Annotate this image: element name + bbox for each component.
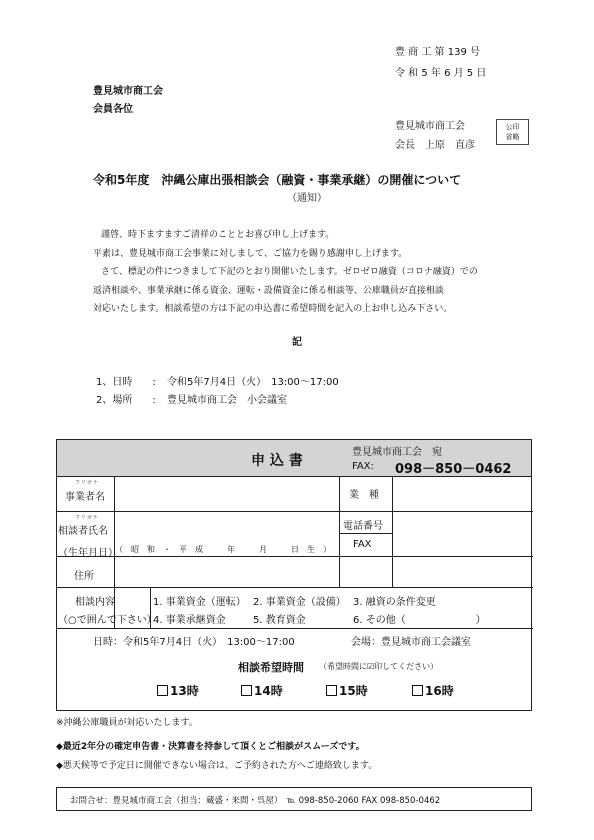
issue-date: 令 和 5 年 6 月 5 日 bbox=[395, 68, 487, 79]
page-subtitle: （通知） bbox=[287, 193, 327, 204]
page-title: 令和5年度 沖縄公庫出張相談会（融資・事業承継）の開催について bbox=[93, 173, 462, 187]
option-2[interactable]: 2. 事業資金（設備） bbox=[253, 597, 346, 608]
application-form bbox=[56, 439, 532, 711]
option-4[interactable]: 4. 事業承継資金 bbox=[153, 615, 226, 626]
consultant-name-label: 相談者氏名 bbox=[58, 526, 108, 537]
option-1[interactable]: 1. 事業資金（運転） bbox=[153, 597, 246, 608]
official-seal-omitted-stamp: 公印 省略 bbox=[496, 119, 529, 145]
contact-info: お問合せ：豊見城市商工会（担当：蔵盛・来間・呉屋） ℡ 098-850-2060 FAX 098-850-0462 bbox=[70, 796, 441, 806]
fax-field-label: FAX bbox=[353, 539, 372, 550]
checkbox-icon[interactable] bbox=[241, 685, 252, 696]
birth-date-field[interactable]: （ 昭 和 ・ 平 成 年 月 日 生 ） bbox=[115, 545, 331, 554]
form-schedule: 日時：令和5年7月4日（火） 13:00～17:00 bbox=[93, 637, 295, 648]
checkbox-icon[interactable] bbox=[412, 685, 423, 696]
ki-heading: 記 bbox=[292, 337, 302, 348]
business-name-label: 事業者名 bbox=[65, 492, 105, 503]
body-line: 対応いたします。相談希望の方は下記の申込書に希望時間を記入の上お申し込み下さい。 bbox=[93, 304, 453, 314]
place-label: 2、場所 : bbox=[96, 395, 156, 406]
business-name-field[interactable] bbox=[115, 477, 338, 510]
sender-org: 豊見城市商工会 bbox=[395, 121, 465, 132]
form-fax-number: 098－850－0462 bbox=[395, 462, 512, 477]
body-line: 謹啓、時下ますますご清祥のこととお喜び申し上げます。 bbox=[101, 230, 335, 240]
option-5[interactable]: 5. 教育資金 bbox=[253, 615, 306, 626]
option-6[interactable]: 6. その他（ ） bbox=[353, 615, 486, 626]
consultant-ruby: フリガナ bbox=[75, 515, 99, 521]
time-title: 相談希望時間 bbox=[238, 661, 304, 674]
time-option-15[interactable]: 15時 bbox=[326, 682, 368, 699]
note-staff: ※沖縄公庫職員が対応いたします。 bbox=[56, 718, 198, 728]
sender-name: 会長 上原 直彦 bbox=[395, 140, 475, 151]
business-type-label: 業 種 bbox=[349, 490, 379, 501]
form-venue: 会場：豊見城市商工会議室 bbox=[351, 637, 471, 648]
content-label: 相談内容 bbox=[75, 597, 115, 608]
business-type-field[interactable] bbox=[393, 477, 532, 510]
note-weather: ◆悪天候等で予定日に開催できない場合は、ご予約された方へご連絡致します。 bbox=[56, 761, 378, 771]
fax-field[interactable] bbox=[393, 534, 532, 555]
business-name-ruby: フリガナ bbox=[75, 480, 99, 486]
date-value: 令和5年7月4日（火） 13:00～17:00 bbox=[167, 377, 339, 388]
address-label: 住所 bbox=[74, 571, 94, 582]
form-fax-label: FAX: bbox=[352, 461, 374, 472]
form-addressee: 豊見城市商工会 宛 bbox=[352, 447, 442, 458]
note-documents: ◆最近2年分の確定申告書・決算書を持参して頂くとご相談がスムーズです。 bbox=[56, 742, 365, 752]
recipient-org: 豊見城市商工会 bbox=[93, 86, 163, 97]
consultant-name-field[interactable] bbox=[115, 512, 338, 540]
date-label: 1、日時 : bbox=[96, 377, 156, 388]
address-field[interactable] bbox=[115, 557, 532, 586]
body-line: 返済相談や、事業承継に係る資金、運転・設備資金に係る相談等、公庫職員が直接相談 bbox=[93, 286, 444, 296]
recipient: 会員各位 bbox=[93, 104, 133, 115]
content-instruction: （○で囲んで下さい） bbox=[58, 615, 157, 626]
time-option-16[interactable]: 16時 bbox=[412, 682, 454, 699]
time-note: （希望時間に☑印してください） bbox=[319, 662, 439, 671]
contact-box bbox=[56, 787, 532, 811]
checkbox-icon[interactable] bbox=[157, 685, 168, 696]
checkbox-icon[interactable] bbox=[326, 685, 337, 696]
place-value: 豊見城市商工会 小会議室 bbox=[167, 395, 287, 406]
body-line: 平素は、豊見城市商工会事業に対しまして、ご協力を賜り感謝申し上げます。 bbox=[93, 249, 408, 259]
time-option-13[interactable]: 13時 bbox=[157, 682, 199, 699]
phone-field[interactable] bbox=[393, 512, 532, 532]
birth-label: （生年月日） bbox=[58, 548, 118, 559]
body-line: さて、標記の件につきまして下記のとおり開催いたします。ゼロゼロ融資（コロナ融資）での bbox=[101, 267, 478, 277]
time-option-14[interactable]: 14時 bbox=[241, 682, 283, 699]
form-title: 申 込 書 bbox=[251, 453, 303, 469]
document-number: 豊 商 工 第 139 号 bbox=[395, 47, 480, 58]
phone-label: 電話番号 bbox=[343, 521, 383, 532]
option-3[interactable]: 3. 融資の条件変更 bbox=[353, 597, 436, 608]
